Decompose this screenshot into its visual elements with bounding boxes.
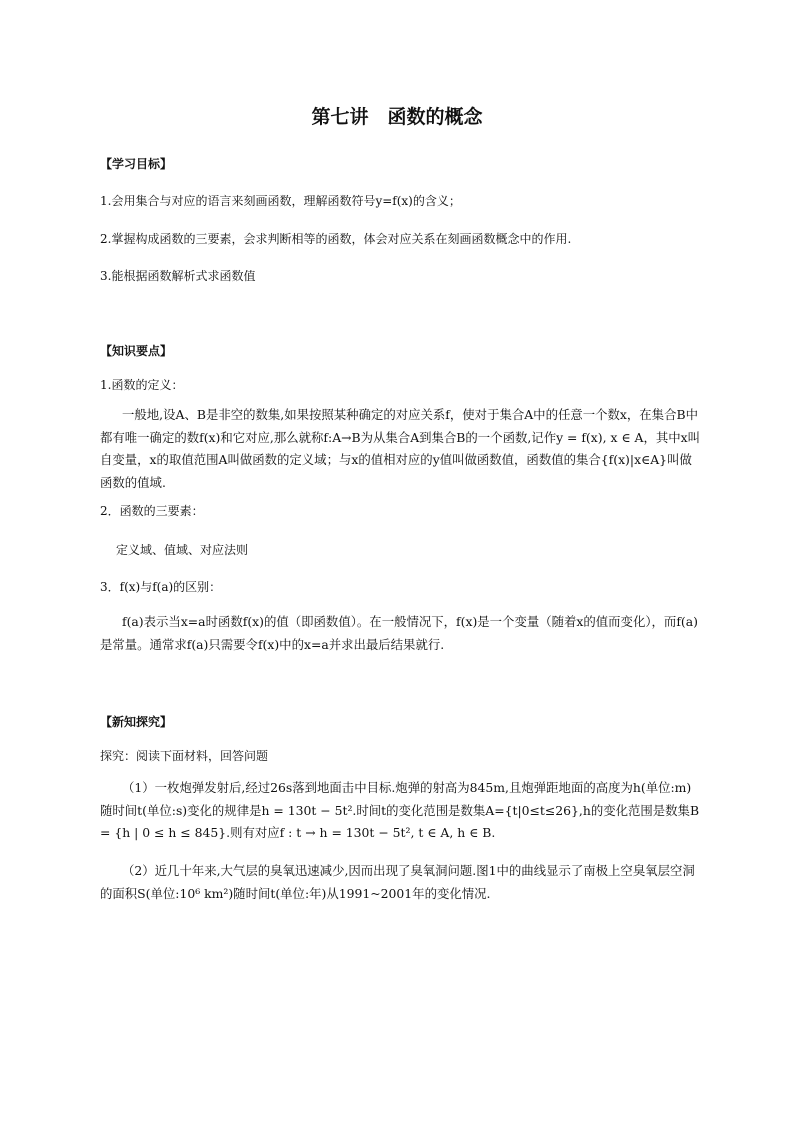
explore-intro: 探究：阅读下面材料，回答问题	[100, 749, 269, 763]
question-2-paragraph: （2）近几十年来,大气层的臭氧迅速减少,因而出现了臭氧洞问题.图1中的曲线显示了南极上空臭氧层空洞的面积S(单位:10⁶ km²)随时间t(单位:年)从1991~2001年的变化情况.	[100, 863, 695, 901]
section-header-knowledge: 【知识要点】	[100, 344, 173, 358]
goal-item-2: 2.掌握构成函数的三要素，会求判断相等的函数，体会对应关系在刻画函数概念中的作用.	[100, 232, 572, 246]
function-definition-paragraph: 一般地,设A、B是非空的数集,如果按照某种确定的对应关系f，使对于集合A中的任意一个数x，在集合B中都有唯一确定的数f(x)和它对应,那么就称f:A→B为从集合A到集合B的一个函数,记作y = f(x), x ∈ A，其中x叫自变量，x的取值范围A叫做函数的定义域；与x的值相对应的y值叫做函数值，函数值的集合{f(x)|x∈A}叫做函数的值域.	[100, 407, 701, 490]
goal-item-1: 1.会用集合与对应的语言来刻画函数，理解函数符号y=f(x)的含义；	[100, 194, 461, 208]
knowledge-point-3-title: 3．f(x)与f(a)的区别：	[100, 580, 222, 594]
three-elements-text: 定义域、值域、对应法则	[116, 543, 249, 557]
section-header-explore: 【新知探究】	[100, 715, 173, 729]
knowledge-point-2-title: 2．函数的三要素：	[100, 504, 204, 518]
page-title: 第七讲 函数的概念	[311, 106, 483, 128]
section-header-goals: 【学习目标】	[100, 157, 173, 171]
question-1-paragraph: （1）一枚炮弹发射后,经过26s落到地面击中目标.炮弹的射高为845m,且炮弹距地面的高度为h(单位:m)随时间t(单位:s)变化的规律是h = 130t − 5t².时间t的变化范围是数集A={t|0≤t≤26},h的变化范围是数集B = {h | 0 ≤ h ≤ 845}.则有对应f : t → h = 130t − 5t², t ∈ A, h ∈ B.	[100, 780, 700, 840]
goal-item-3: 3.能根据函数解析式求函数值	[100, 269, 256, 283]
knowledge-point-1-title: 1.函数的定义：	[100, 378, 184, 392]
fx-fa-difference-paragraph: f(a)表示当x=a时函数f(x)的值（即函数值）。在一般情况下，f(x)是一个变量（随着x的值而变化），而f(a)是常量。通常求f(a)只需要令f(x)中的x=a并求出最后结果就行.	[100, 614, 698, 652]
